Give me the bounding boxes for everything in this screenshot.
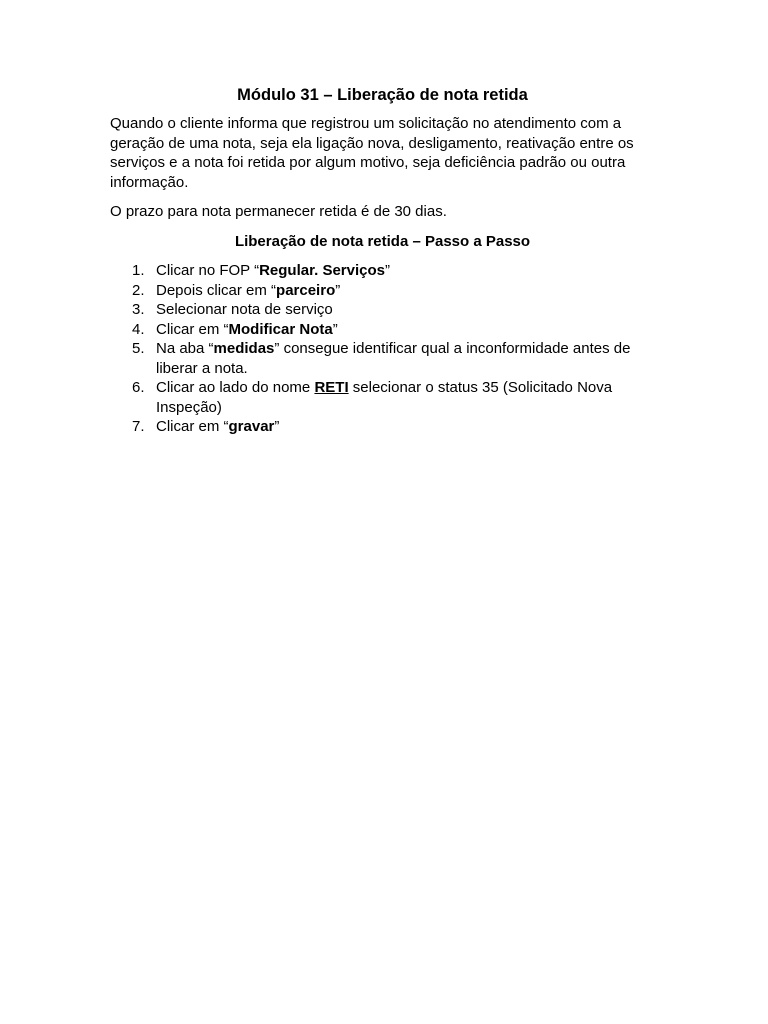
list-item xyxy=(110,378,655,417)
step-text: Clicar em “ xyxy=(156,418,229,435)
step-text-tail: ” consegue identificar qual a inconformidade antes de liberar a nota. xyxy=(156,340,631,377)
list-item xyxy=(110,281,655,301)
deadline-paragraph: O prazo para nota permanecer retida é de 30 dias. xyxy=(110,203,447,220)
section-subtitle: Liberação de nota retida – Passo a Passo xyxy=(234,232,531,250)
list-item xyxy=(110,261,655,281)
step-number: 7. xyxy=(132,418,145,435)
list-item xyxy=(110,320,655,340)
steps-list xyxy=(110,261,655,437)
step-bold-text: gravar xyxy=(228,418,275,435)
step-text: Clicar ao lado do nome xyxy=(156,379,315,396)
step-text-tail: ” xyxy=(274,418,280,435)
step-number: 6. xyxy=(132,379,145,396)
step-text-tail: ” xyxy=(335,281,341,299)
step-text: Clicar em “ xyxy=(156,320,229,338)
step-text-tail: ” xyxy=(332,320,338,338)
step-number: 3. xyxy=(132,301,145,318)
step-text: Selecionar nota de serviço xyxy=(156,301,333,318)
step-bold-text: Modificar Nota xyxy=(228,320,333,338)
page-title: Módulo 31 – Liberação de nota retida xyxy=(237,86,528,104)
intro-paragraph: Quando o cliente informa que registrou um solicitação no atendimento com a geração de uma nota, seja ela ligação nova, desligamento, reativação entre os serviços e a nota foi retida por algum motivo, seja deficiência padrão ou outra informação. xyxy=(110,115,634,191)
step-bold-text: RETI xyxy=(314,379,349,396)
step-text-tail: ” xyxy=(385,262,390,279)
list-item xyxy=(110,339,655,378)
list-item xyxy=(110,417,655,437)
step-bold-text: medidas xyxy=(213,340,275,357)
document-content xyxy=(110,84,655,437)
step-number: 1. xyxy=(132,262,145,279)
list-item xyxy=(110,300,655,320)
step-text: Clicar no FOP “ xyxy=(156,262,260,279)
step-text-tail: selecionar o status 35 (Solicitado Nova Inspeção) xyxy=(156,379,613,416)
step-number: 4. xyxy=(132,320,145,338)
step-number: 5. xyxy=(132,340,145,357)
step-text: Depois clicar em “ xyxy=(156,281,277,299)
step-bold-text: Regular. Serviços xyxy=(259,262,385,279)
step-text: Na aba “ xyxy=(156,340,214,357)
step-number: 2. xyxy=(132,281,145,299)
step-bold-text: parceiro xyxy=(276,281,336,299)
